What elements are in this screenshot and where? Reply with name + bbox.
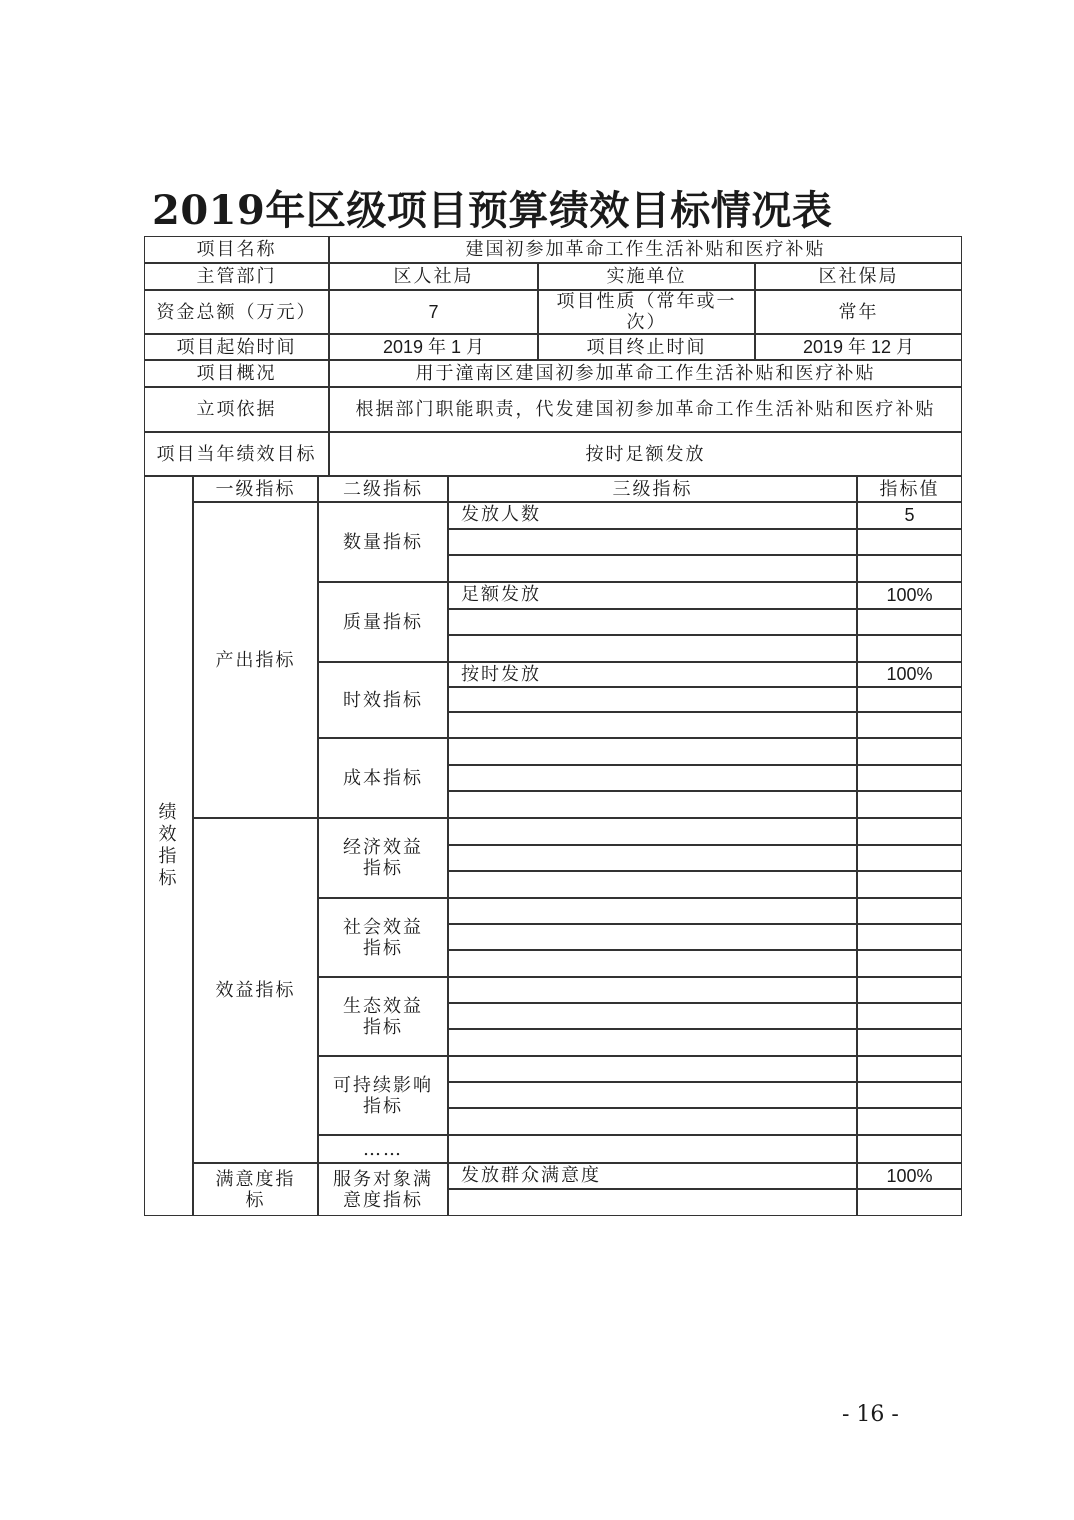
economic-row-3-value — [857, 871, 962, 898]
timeliness-row-3-name — [448, 712, 857, 738]
sustainable-row-3-value — [857, 1108, 962, 1135]
ecological-row-3-name — [448, 1029, 857, 1056]
quality-row-3-name — [448, 635, 857, 662]
social-benefit-indicator: 社会效益指标 — [318, 898, 448, 977]
basis-value: 根据部门职能职责，代发建国初参加革命工作生活补贴和医疗补贴 — [329, 387, 962, 432]
timeliness-row-1-name: 按时发放 — [448, 662, 857, 687]
economic-row-1-name — [448, 818, 857, 845]
nature-label: 项目性质（常年或一次） — [538, 290, 755, 334]
social-row-3-value — [857, 950, 962, 977]
end-value: 2019 年 12 月 — [755, 334, 962, 360]
quality-row-1-value: 100% — [857, 582, 962, 609]
quality-row-3-value — [857, 635, 962, 662]
cost-indicator: 成本指标 — [318, 738, 448, 818]
service-satisfaction-indicator: 服务对象满意度指标 — [318, 1163, 448, 1216]
ecological-row-2-value — [857, 1003, 962, 1029]
unit-value: 区社保局 — [755, 263, 962, 290]
start-label: 项目起始时间 — [144, 334, 329, 360]
quality-row-2-name — [448, 609, 857, 635]
level3-header: 三级指标 — [448, 476, 857, 502]
social-row-2-value — [857, 924, 962, 950]
level1-header: 一级指标 — [193, 476, 318, 502]
ellipsis-row-name — [448, 1135, 857, 1163]
sustainable-row-2-name — [448, 1082, 857, 1108]
benefit-indicator: 效益指标 — [193, 818, 318, 1163]
service-row-1-value: 100% — [857, 1163, 962, 1189]
start-value: 2019 年 1 月 — [329, 334, 538, 360]
quantity-row-1-value: 5 — [857, 502, 962, 529]
dept-value: 区人社局 — [329, 263, 538, 290]
funds-label: 资金总额（万元） — [144, 290, 329, 334]
social-row-1-name — [448, 898, 857, 924]
ecological-benefit-indicator: 生态效益指标 — [318, 977, 448, 1056]
performance-goal-table — [144, 236, 962, 1216]
economic-row-1-value — [857, 818, 962, 845]
cost-row-3-name — [448, 791, 857, 818]
page-number: - 16 - — [842, 1402, 899, 1427]
satisfaction-indicator: 满意度指标 — [193, 1163, 318, 1216]
cost-row-1-value — [857, 738, 962, 765]
quality-indicator: 质量指标 — [318, 582, 448, 662]
overview-label: 项目概况 — [144, 360, 329, 387]
economic-row-2-name — [448, 845, 857, 871]
goal-value: 按时足额发放 — [329, 432, 962, 476]
timeliness-row-2-name — [448, 687, 857, 712]
performance-indicators-label — [144, 476, 193, 1216]
sustainable-impact-indicator: 可持续影响指标 — [318, 1056, 448, 1135]
quality-row-1-name: 足额发放 — [448, 582, 857, 609]
timeliness-row-1-value: 100% — [857, 662, 962, 687]
economic-benefit-indicator: 经济效益指标 — [318, 818, 448, 898]
project-name-label: 项目名称 — [144, 236, 329, 263]
goal-label: 项目当年绩效目标 — [144, 432, 329, 476]
dept-label: 主管部门 — [144, 263, 329, 290]
sustainable-row-1-name — [448, 1056, 857, 1082]
cost-row-2-name — [448, 765, 857, 791]
social-row-3-name — [448, 950, 857, 977]
overview-value: 用于潼南区建国初参加革命工作生活补贴和医疗补贴 — [329, 360, 962, 387]
economic-row-2-value — [857, 845, 962, 871]
quantity-indicator: 数量指标 — [318, 502, 448, 582]
timeliness-indicator: 时效指标 — [318, 662, 448, 738]
social-row-2-name — [448, 924, 857, 950]
unit-label: 实施单位 — [538, 263, 755, 290]
quantity-row-2-value — [857, 529, 962, 555]
level2-header: 二级指标 — [318, 476, 448, 502]
page-title: 2019年区级项目预算绩效目标情况表 — [152, 187, 833, 234]
quantity-row-3-value — [857, 555, 962, 582]
funds-value: 7 — [329, 290, 538, 334]
ecological-row-1-name — [448, 977, 857, 1003]
project-name-value: 建国初参加革命工作生活补贴和医疗补贴 — [329, 236, 962, 263]
value-header: 指标值 — [857, 476, 962, 502]
ecological-row-3-value — [857, 1029, 962, 1056]
quantity-row-1-name: 发放人数 — [448, 502, 857, 529]
economic-row-3-name — [448, 871, 857, 898]
social-row-1-value — [857, 898, 962, 924]
ecological-row-1-value — [857, 977, 962, 1003]
quantity-row-2-name — [448, 529, 857, 555]
basis-label: 立项依据 — [144, 387, 329, 432]
service-row-2-name — [448, 1189, 857, 1216]
output-indicator: 产出指标 — [193, 502, 318, 818]
ecological-row-2-name — [448, 1003, 857, 1029]
sustainable-row-3-name — [448, 1108, 857, 1135]
end-label: 项目终止时间 — [538, 334, 755, 360]
quantity-row-3-name — [448, 555, 857, 582]
timeliness-row-2-value — [857, 687, 962, 712]
quality-row-2-value — [857, 609, 962, 635]
other-indicator-ellipsis: …… — [318, 1135, 448, 1163]
nature-value: 常年 — [755, 290, 962, 334]
sustainable-row-1-value — [857, 1056, 962, 1082]
timeliness-row-3-value — [857, 712, 962, 738]
cost-row-2-value — [857, 765, 962, 791]
service-row-1-name: 发放群众满意度 — [448, 1163, 857, 1189]
service-row-2-value — [857, 1189, 962, 1216]
sustainable-row-2-value — [857, 1082, 962, 1108]
cost-row-3-value — [857, 791, 962, 818]
ellipsis-row-value — [857, 1135, 962, 1163]
cost-row-1-name — [448, 738, 857, 765]
performance-indicators-text: 绩效指标 — [158, 802, 179, 889]
